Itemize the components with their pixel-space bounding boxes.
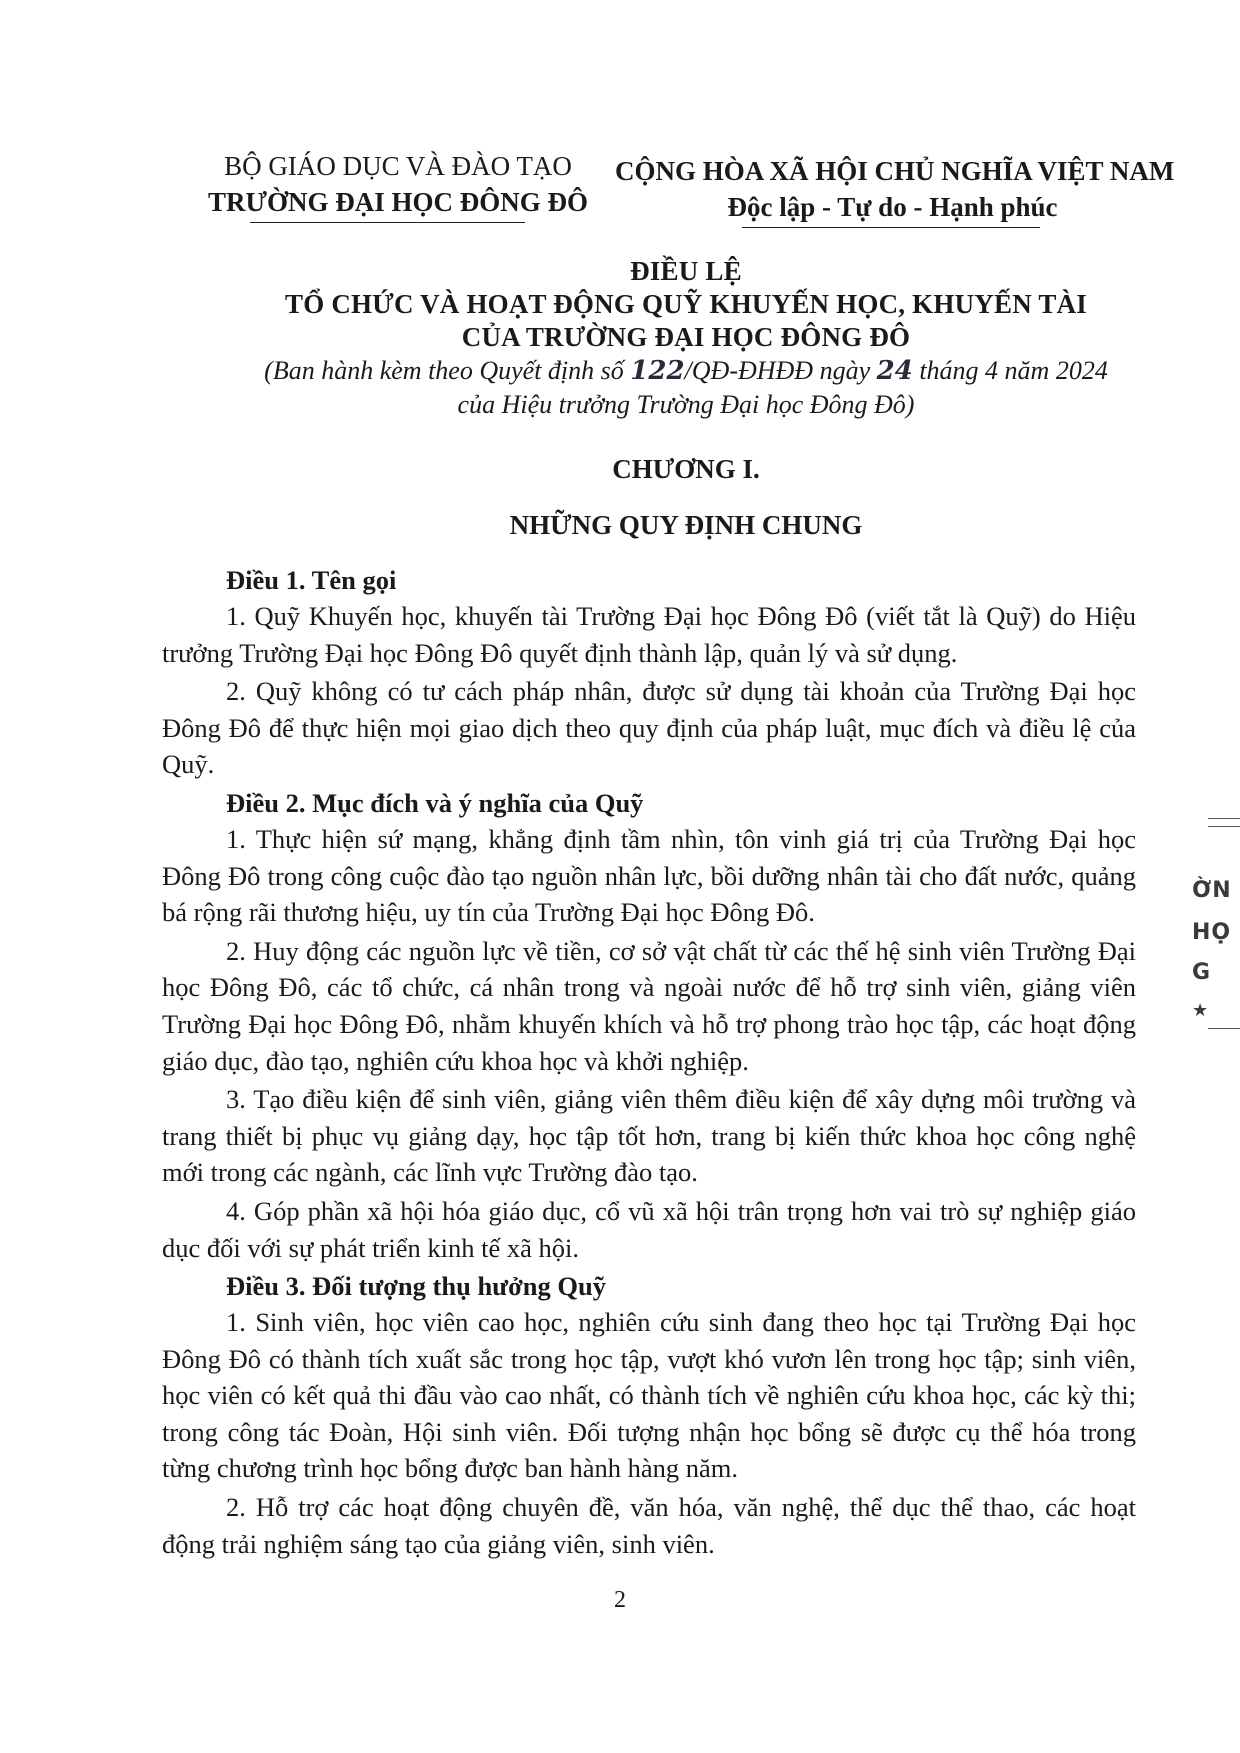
article-3-heading: Điều 3. Đối tượng thụ hưởng Quỹ — [226, 1271, 606, 1302]
article-2-para-1: 1. Thực hiện sứ mạng, khẳng định tầm nhìn, tôn vinh giá trị của Trường Đại học Đông Đô trong công cuộc đào tạo nguồn nhân lực, bồi dưỡng nhân tài cho đất nước, quảng bá rộng rãi thương hiệu, uy tín của Trường Đại học Đông Đô. — [162, 823, 1136, 928]
issuance-note — [160, 354, 1212, 388]
article-2-para-2: 2. Huy động các nguồn lực về tiền, cơ sở vật chất từ các thế hệ sinh viên Trường Đại học Đông Đô, các tổ chức, cá nhân trong và ngoài nước để hỗ trợ sinh viên, giảng viên Trường Đại học Đông Đô, nhằm khuyến khích và hỗ trợ phong trào học tập, các hoạt động giáo dục, đào tạo, nghiên cứu khoa học và khởi nghiệp. — [162, 935, 1136, 1076]
article-2-para-3: 3. Tạo điều kiện để sinh viên, giảng viên thêm điều kiện để xây dựng môi trường và trang thiết bị phục vụ giảng dạy, học tập tốt hơn, trang bị kiến thức khoa học công nghệ mới trong các ngành, các lĩnh vực Trường đào tạo. — [162, 1084, 1136, 1188]
decision-number: 122 — [630, 356, 685, 386]
article-2-heading: Điều 2. Mục đích và ý nghĩa của Quỹ — [226, 787, 644, 818]
seal-arc-bottom — [1208, 1028, 1240, 1029]
header-left-underline — [250, 222, 525, 223]
issuance-text-a: (Ban hành kèm theo Quyết định số — [264, 356, 631, 385]
seal-arc-top-inner — [1208, 826, 1240, 827]
document-body — [162, 560, 1136, 1564]
article-1-para-1: 1. Quỹ Khuyến học, khuyến tài Trường Đại học Đông Đô (viết tắt là Quỹ) do Hiệu trưởng Trường Đại học Đông Đô quyết định thành lập, quản lý và sử dụng. — [162, 601, 1136, 668]
document-title-block — [160, 255, 1212, 421]
seal-text-2: HỌ — [1192, 920, 1232, 945]
header-ministry-block — [188, 148, 608, 220]
ministry-name: BỘ GIÁO DỤC VÀ ĐÀO TẠO — [224, 151, 572, 181]
article-3-para-1: 1. Sinh viên, học viên cao học, nghiên cứu sinh đang theo học tại Trường Đại học Đông Đô có thành tích xuất sắc trong học tập, vượt khó vươn lên trong học tập; sinh viên, học viên có kết quả thi đầu vào cao nhất, có thành tích về nghiên cứu khoa học, các kỳ thi; trong công tác Đoàn, Hội sinh viên. Đối tượng nhận học bổng sẽ được cụ thể hóa trong từng chương trình học bổng được ban hành hàng năm. — [162, 1307, 1136, 1484]
document-subject-cont: CỦA TRƯỜNG ĐẠI HỌC ĐÔNG ĐÔ — [461, 322, 911, 352]
decision-day: 24 — [876, 356, 913, 386]
chapter-number: CHƯƠNG I. — [612, 454, 760, 484]
article-1-heading: Điều 1. Tên gọi — [226, 565, 397, 595]
document-title: ĐIỀU LỆ — [630, 256, 742, 286]
issuance-note-cont: của Hiệu trưởng Trường Đại học Đông Đô) — [457, 390, 915, 419]
national-title: CỘNG HÒA XÃ HỘI CHỦ NGHĨA VIỆT NAM — [615, 156, 1175, 186]
seal-fragment-icon — [1192, 810, 1240, 1050]
document-subject: TỔ CHỨC VÀ HOẠT ĐỘNG QUỸ KHUYẾN HỌC, KHUYẾN TÀI — [285, 289, 1087, 319]
issuance-text-b: /QĐ-ĐHĐĐ ngày — [684, 356, 877, 385]
header-national-block — [615, 153, 1175, 225]
article-1-para-2: 2. Quỹ không có tư cách pháp nhân, được sử dụng tài khoản của Trường Đại học Đông Đô để thực hiện mọi giao dịch theo quy định của pháp luật, mục đích và điều lệ của Quỹ. — [162, 676, 1136, 780]
university-name: TRƯỜNG ĐẠI HỌC ĐÔNG ĐÔ — [207, 187, 588, 217]
seal-arc-top — [1208, 818, 1240, 819]
national-motto: Độc lập - Tự do - Hạnh phúc — [727, 192, 1058, 222]
seal-star-icon: ★ — [1192, 1000, 1210, 1021]
header-right-underline — [742, 227, 1040, 228]
chapter-name: NHỮNG QUY ĐỊNH CHUNG — [509, 510, 863, 540]
page-number: 2 — [614, 1587, 626, 1613]
article-2-para-4: 4. Góp phần xã hội hóa giáo dục, cổ vũ xã hội trân trọng hơn vai trò sự nghiệp giáo dục đối với sự phát triển kinh tế xã hội. — [162, 1195, 1136, 1263]
article-3-para-2: 2. Hỗ trợ các hoạt động chuyên đề, văn hóa, văn nghệ, thể dục thể thao, các hoạt động trải nghiệm sáng tạo của giảng viên, sinh viên. — [162, 1492, 1136, 1559]
issuance-text-c: tháng 4 năm 2024 — [912, 356, 1108, 385]
seal-text-3: G — [1192, 960, 1212, 985]
seal-text-1: ỜN — [1192, 878, 1232, 903]
